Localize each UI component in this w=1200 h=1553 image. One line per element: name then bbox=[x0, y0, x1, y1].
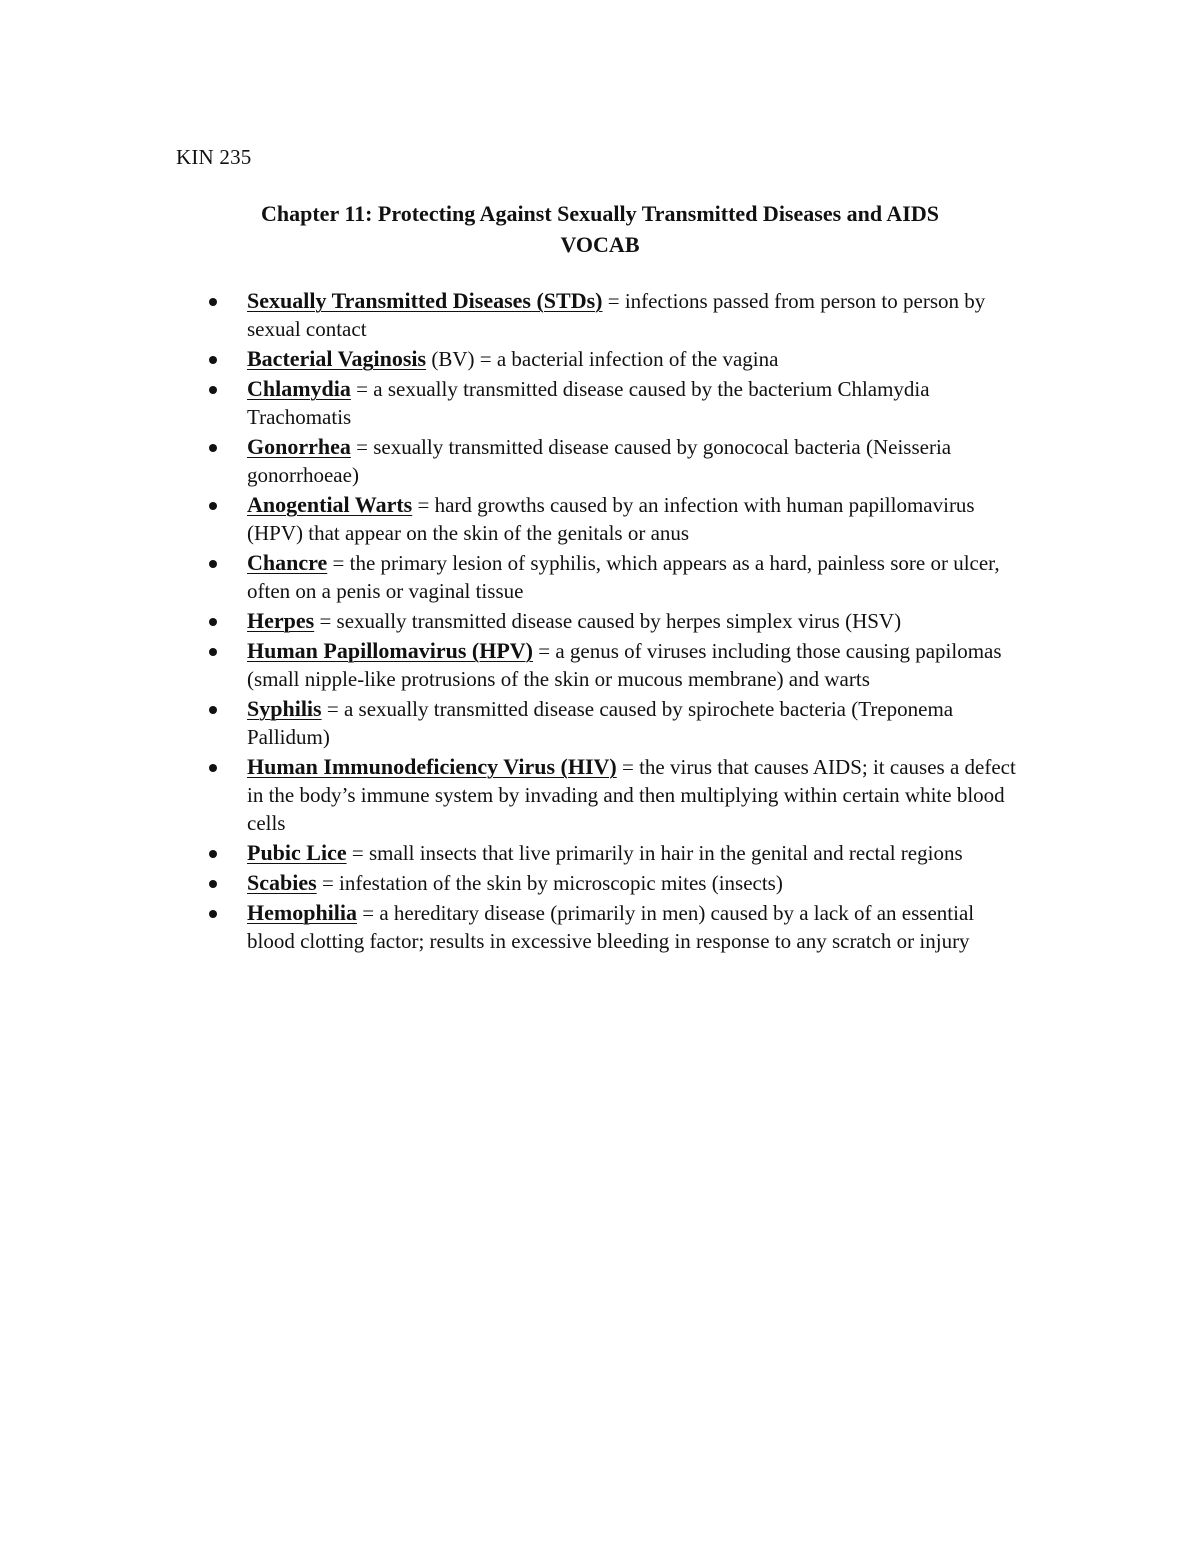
vocab-item bbox=[206, 433, 1026, 489]
vocab-definition: the primary lesion of syphilis, which appears as a hard, painless sore or ulcer, often on a penis or vaginal tissue bbox=[247, 551, 1000, 603]
term-separator: = bbox=[327, 551, 350, 575]
term-separator: = bbox=[346, 841, 369, 865]
vocab-item bbox=[206, 899, 1026, 955]
vocab-item bbox=[206, 287, 1026, 343]
bullet-icon bbox=[209, 648, 217, 656]
bullet-icon bbox=[209, 618, 217, 626]
vocab-term: Hemophilia bbox=[247, 900, 358, 925]
term-separator: = bbox=[350, 377, 374, 401]
vocab-definition: sexually transmitted disease caused by gonococal bacteria (Neisseria gonorrhoeae) bbox=[247, 435, 952, 487]
vocab-definition: (BV) = a bacterial infection of the vagina bbox=[431, 347, 779, 371]
vocab-item bbox=[206, 839, 1026, 867]
vocab-definition: hard growths caused by an infection with human papillomavirus (HPV) that appear on the skin of the genitals or anus bbox=[247, 493, 975, 545]
vocab-definition: sexually transmitted disease caused by herpes simplex virus (HSV) bbox=[336, 609, 902, 633]
vocab-term: Human Papillomavirus (HPV) bbox=[247, 638, 534, 663]
vocab-item bbox=[206, 375, 1026, 431]
bullet-icon bbox=[209, 386, 217, 394]
vocab-definition: infections passed from person to person by sexual contact bbox=[247, 289, 986, 341]
vocab-definition: a sexually transmitted disease caused by the bacterium Chlamydia Trachomatis bbox=[247, 377, 930, 429]
vocab-term: Anogential Warts bbox=[247, 492, 413, 517]
vocab-item bbox=[206, 869, 1026, 897]
bullet-icon bbox=[209, 706, 217, 714]
term-separator: = bbox=[533, 639, 556, 663]
term-separator: = bbox=[412, 493, 435, 517]
vocab-term: Chlamydia bbox=[247, 376, 351, 401]
vocab-term: Chancre bbox=[247, 550, 328, 575]
bullet-icon bbox=[209, 502, 217, 510]
vocab-definition: a sexually transmitted disease caused by spirochete bacteria (Treponema Pallidum) bbox=[247, 697, 954, 749]
vocab-definition: infestation of the skin by microscopic mites (insects) bbox=[339, 871, 783, 895]
vocab-term: Gonorrhea bbox=[247, 434, 351, 459]
vocab-term: Herpes bbox=[247, 608, 315, 633]
bullet-icon bbox=[209, 764, 217, 772]
vocab-item bbox=[206, 607, 1026, 635]
vocab-list bbox=[206, 287, 1026, 957]
bullet-icon bbox=[209, 298, 217, 306]
vocab-term: Human Immunodeficiency Virus (HIV) bbox=[247, 754, 617, 779]
term-separator: = bbox=[602, 289, 625, 313]
bullet-icon bbox=[209, 910, 217, 918]
vocab-definition: the virus that causes AIDS; it causes a defect in the body’s immune system by invading and then multiplying within certain white blood cells bbox=[247, 755, 1016, 835]
vocab-item bbox=[206, 695, 1026, 751]
vocab-definition: small insects that live primarily in hair in the genital and rectal regions bbox=[368, 841, 963, 865]
vocab-term: Pubic Lice bbox=[247, 840, 347, 865]
bullet-icon bbox=[209, 356, 217, 364]
term-separator: = bbox=[314, 609, 337, 633]
vocab-item bbox=[206, 491, 1026, 547]
term-separator: = bbox=[321, 697, 344, 721]
bullet-icon bbox=[209, 850, 217, 858]
vocab-term: Syphilis bbox=[247, 696, 322, 721]
document-title bbox=[150, 198, 1050, 260]
vocab-term: Sexually Transmitted Diseases (STDs) bbox=[247, 288, 603, 313]
vocab-item bbox=[206, 549, 1026, 605]
bullet-icon bbox=[209, 560, 217, 568]
term-separator: = bbox=[316, 871, 340, 895]
vocab-term: Bacterial Vaginosis bbox=[247, 346, 427, 371]
vocab-definition: a hereditary disease (primarily in men) caused by a lack of an essential blood clotting factor; results in excessive bleeding in response to any scratch or injury bbox=[247, 901, 975, 953]
term-separator: = bbox=[357, 901, 380, 925]
vocab-item bbox=[206, 637, 1026, 693]
chapter-title: Chapter 11: Protecting Against Sexually Transmitted Diseases and AIDS bbox=[261, 201, 939, 226]
vocab-item bbox=[206, 345, 1026, 373]
bullet-icon bbox=[209, 880, 217, 888]
term-separator: = bbox=[616, 755, 640, 779]
bullet-icon bbox=[209, 444, 217, 452]
term-separator: = bbox=[350, 435, 374, 459]
vocab-item bbox=[206, 753, 1026, 837]
vocab-term: Scabies bbox=[247, 870, 317, 895]
course-code: KIN 235 bbox=[176, 145, 252, 169]
vocab-definition: a genus of viruses including those causing papilomas (small nipple-like protrusions of the skin or mucous membrane) and warts bbox=[247, 639, 1002, 691]
vocab-heading: VOCAB bbox=[560, 232, 640, 257]
